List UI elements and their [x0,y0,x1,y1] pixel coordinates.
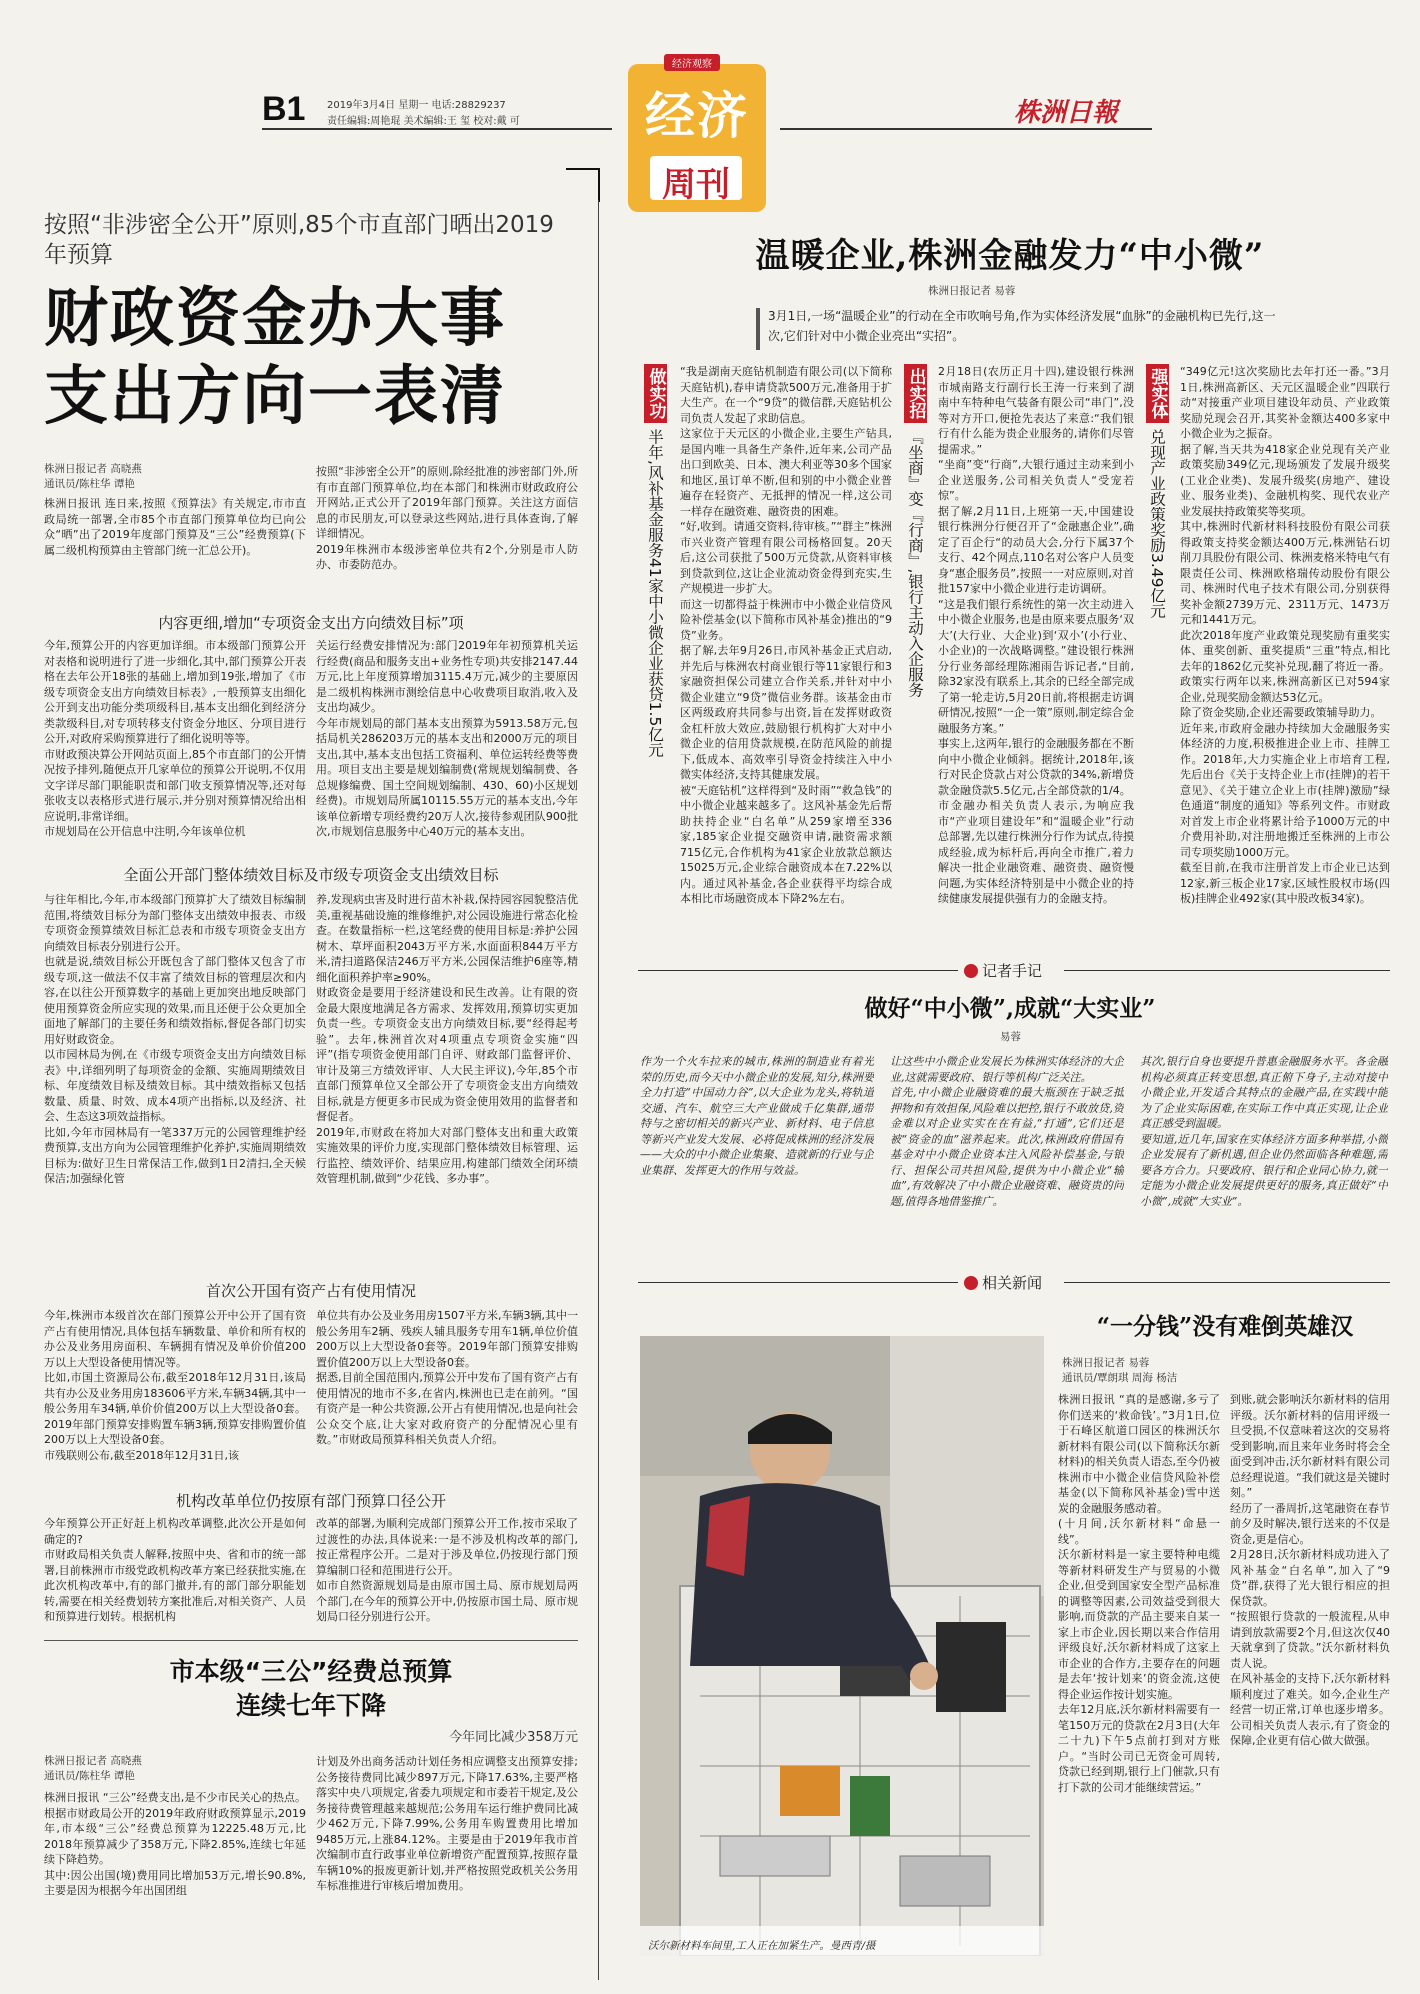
article-intro-col1: 株洲日报讯 连日来,按照《预算法》有关规定,市市直政局统一部署,全市85个市直部门预算单位均已向公众“晒”出了2019年度部门预算及“三公”经费预算(下属二级机构预算由主管部门统一汇总公开)。 [44,497,306,557]
photo-caption: 沃尔新材料车间里,工人正在加紧生产。曼西青/摄 [648,1940,876,1952]
headline-line-1: 财政资金办大事 [44,282,506,356]
editors-line: 责任编辑:周艳琨 美术编辑:王 玺 校对:戴 可 [327,116,520,127]
main-col-3: “349亿元!这次奖励比去年打还一番。”3月1日,株洲高新区、天元区温暖企业”四联行动“对接重产业项目建设年动员、产业政策奖励兑现会召开,其奖补金额达400多家中小微企业为之振奋。 据了解,当天共为418家企业兑现有关产业政策奖励349亿元,现场颁发了发展升级奖(工业企业类)、发展升级奖(房地产、建设业、服务业类)、金融机构奖、现代农业产业发展扶持政策奖等奖项。 其中,株洲时代新材料科技股份有限公司获得政策支持奖金额达400万元,株洲钻石切削刀具股份有限公司、株洲麦格米特电气有限责任公司、株洲欧格瑞传动股份有限公司、株洲时代电子技术有限公司,分别获得奖补金额2739万元、2311万元、1473万元和1441万元。 此次2018年度产业政策兑现奖励有重奖实体、重奖创新、重奖提质“三重”特点,相比去年的1862亿元奖补兑现,翻了将近一番。政策实行两年以来,株洲高新区已对594家企业,兑现奖励金额达53亿元。 除了资金奖励,企业还需要政策辅导助力。 近年来,市政府金融办持续加大金融服务实体经济的力度,积极推进企业上市、挂牌工作。2018年,大力实施企业上市培育工程,先后出台《关于支持企业上市(挂牌)的若干意见》、《关于建立企业上市(挂牌)激励”绿色通道“制度的通知》等系列文件。市财政对首发上市企业将累计给予1000万元的中介费用补助,对注册地搬迁至株洲的上市公司专项奖励1000万元。 截至目前,在我市注册首发上市企业已达到12家,新三板企业17家,区域性股权市场(四板)挂牌企业492家(其中股改板34家)。 [1180,365,1390,905]
lead-bar [756,308,760,350]
date-line: 2019年3月4日 星期一 电话:28829237 [327,100,506,111]
main-headline: 温暖企业,株洲金融发力“中小微” [755,236,1265,276]
related-rule-left [638,1282,958,1283]
header-rule [262,128,612,130]
sidebar-label-1-red: 做实功 [644,364,667,423]
sidebar-label-3-red: 强实体 [1146,364,1169,423]
section-title: 经济 [645,87,749,145]
kicker: 按照“非涉密全公开”原则,85个市直部门晒出2019年预算 [44,212,554,268]
related-rule-right [1064,1282,1390,1283]
sub-article-col2: 计划及外出商务活动计划任务相应调整支出预算安排;公务接待费同比减少897万元,下降17.63%,主要严格落实中央八项规定,省委九项规定和市委若干规定,及公务接待费管理越来越规范;公务用车运行维护费同比减少462万元,下降7.99%,公务用车购置费用比增加9485万元,上涨84.12%。主要是由于2019年我市首次编制市直行政事业单位新增资产配置预算,按照存量车辆10%的报废更新计划,并严格按照党政机关公务用车标准推进行审核后增加费用。 [316,1755,578,1892]
subheading-2: 全面公开部门整体绩效目标及市级专项资金支出绩效目标 [123,866,499,884]
factory-photo-illustration [640,1336,1044,1956]
section-1-col1: 今年,预算公开的内容更加详细。市本级部门预算公开对表格和说明进行了进一步细化,其中,部门预算公开表格在去年公开18张的基础上,增加到19张,增加了《市级专项资金支出方向绩效目标表》,一般预算支出细化公开到支出功能分类项级科目,基本支出细化到经济分类款级科目,对专项转移支付资金分地区、分项目进行公开,对政府采购预算进行了细化说明等等。 市财政预决算公开网站页面上,85个市直部门的公开情况按予排列,随便点开几家单位的预算公开说明,不仅用文字详尽部门职能职责和部门收支预算情况等,还对每张收支以表格形式进行展示,并分别对预算情况给出相应说明,非常详细。 市规划局在公开信息中注明,今年该单位机 [44,639,306,838]
related-tag-icon [964,1276,978,1290]
note-col-2: 让这些中小微企业发展长为株洲实体经济的大企业,这就需要政府、银行等机构广泛关注。 首先,中小微企业融资难的最大瓶颈在于缺乏抵押物和有效担保,风险难以把控,银行不敢放贷,资金难以对企业实实在在有益,“打通”,它们还是被“资金的血”滋养起来。此次,株洲政府借国有基金对中小微企业资本注入风险补偿基金,与银行、担保公司共担风险,提供为中小微企业“输血”,有效解决了中小微企业融资难、融资贵的问题,值得各地借鉴推广。 [890,1055,1124,1208]
sub-article-subtitle: 今年同比减少358万元 [449,1730,578,1745]
sidebar-label-2 [898,364,932,729]
section-4-col1: 今年预算公开正好赶上机构改革调整,此次公开是如何确定的? 市财政局相关负责人解释,按照中央、省和市的统一部署,目前株洲市市级党政机构改革方案已经获批实施,在此次机构改革中,有的部门撤并,有的部门部分职能划转,需要在相关经费划转方案批准后,对相关资产、人员和预算进行划转。根据机构 [44,1517,306,1623]
sub-article-col1: 株洲日报讯 “三公”经费支出,是不少市民关心的热点。根据市财政局公开的2019年政府财政预算显示,2019年,市本级“三公”经费总预算为12225.48万元,比2018年预算减少了358万元,下降2.85%,连续七年延续下降趋势。 其中:因公出国(境)费用同比增加53万元,增长90.8%,主要是因为根据今年出国团组 [44,1791,306,1897]
note-col-1: 作为一个火车拉来的城市,株洲的制造业有着光荣的历史,而今天中小微企业的发展,知分,株洲要全力打造“中国动力谷”,以大企业为龙头,将轨道交通、汽车、航空三大产业做成千亿集群,通带特与之密切相关的新兴产业、新材料、电子信息等新兴产业发大发展、必将促成株洲的经济发展——大众的中小微企业集聚、造就新的行业与企业集群、发挥更大的作用与效益。 [640,1055,874,1177]
section-2-col1: 与往年相比,今年,市本级部门预算扩大了绩效目标编制范围,将绩效目标分为部门整体支出绩效申报表、市级专项资金预算绩效目标汇总表和市级专项资金支出方向绩效目标表分别进行公开。 也就是说,绩效目标公开既包含了部门整体又包含了市级专项,这一做法不仅丰富了绩效目标的管理层次和内容,在以往公开预算数字的基础上更加突出地反映部门使用预算资金所应实现的效果,而且还便于公众更加全面地了解部门的主要任务和绩效指标,督促各部门切实用好财政资金。 以市园林局为例,在《市级专项资金支出方向绩效目标表》中,详细列明了每项资金的金额、实施周期绩效目标、年度绩效目标及绩效目标。其中绩效指标又包括数量、质量、时效、成本4项产出指标,以及经济、社会、生态这3项效益指标。 比如,今年市园林局有一笔337万元的公园管理维护经费预算,支出方向为公园管理维护化养护,实施周期绩效目标为:做好卫生日常保洁工作,做到1日2清扫,全天候保洁;加强绿化管 [44,893,306,1185]
byline: 株洲日报记者 高晓燕 通讯员/陈柱华 谭艳 [44,463,142,490]
main-col-1: “我是湖南天庭钻机制造有限公司(以下简称天庭钻机),春申请贷款500万元,准备用于扩大生产。在一个“9贷”的微信群,天庭钻机公司负责人发起了求助信息。 这家位于天元区的小微企业,主要生产钻具,是国内唯一具备生产条件,近年来,公司产品出口到欧美、日本、澳大利亚等30多个国家和地区,虽订单不断,但和别的中小微企业普遍存在轻资产、无抵押的情况一样,这公司一样存在融资难、融资贵的困难。 “好,收到。请通交资料,待审核。”“群主”株洲市兴业资产管理有限公司杨格回复。20天后,这公司获批了500万元贷款,从资料审核到贷款到位,这让企业流动资金得到充实,生产规模进一步扩大。 而这一切都得益于株洲市中小微企业信贷风险补偿基金(以下简称市风补基金)推出的“9贷”业务。 据了解,去年9月26日,市风补基金正式启动,并先后与株洲农村商业银行等11家银行和3家融资担保公司建立合作关系,并针对中小微企业建立“9贷”微信业务群。该基金由市区两级政府共同参与出资,旨在发挥财政资金杠杆放大效应,鼓励银行机构扩大对中小微企业的信用贷款规模,在防范风险的前提下,低成本、高效率引导资金持续注入中小微实体经济,支持其健康发展。 被“天庭钻机”这样得到“及时雨”“救急钱”的中小微企业越来越多了。这风补基金先后帮助扶持企业“白名单”从259家增至336家,185家企业提交融资申请,融资需求额715亿元,合作机构为41家企业放款总额达15025万元,企业综合融资成本在7.22%以内。通过风补基金,各企业获得平均综合成本相比市场融资成本下降2%左右。 [680,365,892,905]
sidebar-label-2-red: 出实招 [904,364,927,423]
sidebar-label-2-text: 『坐商』变『行商』,银行主动入企服务 [906,429,924,698]
section-2-col2: 养,发现病虫害及时进行苗木补栽,保持园容园貌整洁优美,重视基础设施的维修维护,对公园设施进行常态化检查。在数量指标一栏,这笔经费的使用目标是:养护公园树木、草坪面积2043万平方米,水面面积844万平方米,清扫道路保洁246万平方米,公园保洁维护6座等,精细化面积养护率≥90%。 财政资金是要用于经济建设和民生改善。让有限的资金最大限度地满足各方需求、发挥效用,预算切实更加负责一些。专项资金支出方向绩效目标,要“经得起考验”。去年,株洲首次对4项重点专项资金实施“四评”(指专项资金使用部门自评、财政部门监督评价、审计及第三方绩效评审、人大民主评议),今年,85个市直部门预算单位又全部公开了专项资金支出方向绩效目标,就是方便更多市民成为资金使用效用的监督者和督促者。 2019年,市财政在将加大对部门整体支出和重大政策实施效果的评价力度,实现部门整体绩效目标管理、运行监控、绩效评价、结果应用,构建部门绩效全闭环绩效管理机制,做到“少花钱、多办事”。 [316,893,578,1185]
subheading-3: 首次公开国有资产占有使用情况 [205,1282,416,1300]
main-col-2: 2月18日(农历正月十四),建设银行株洲市城南路支行副行长王涛一行来到了湖南中车特种电气装备有限公司“串门”,没等对方开口,便抢先表达了来意:“我们银行有什么能为贵企业服务的,请你们尽管提需求。” “坐商”变“行商”,大银行通过主动来到小企业送服务,公司相关负责人“受宠若惊”。 据了解,2月11日,上班第一天,中国建设银行株洲分行便召开了“金融惠企业”,确定了百企行“的动员大会,分行下属37个支行、42个网点,110名对公客户人员变身“惠企服务员”,按照一一对应原则,对首批157家中小微企业进行走访调研。 “这是我们银行系统性的第一次主动进入中小微企业服务,也是由原来要点服务‘双大’(大行业、大企业)到‘双小’(小行业、小企业)的一次战略调整。”建设银行株洲分行业务部经理陈湘雨告诉记者,“目前,除32家没有联系上,其余的已经全部完成了第一轮走访,5月20日前,将根据走访调研情况,按照“一企一策”原则,制定综合金融服务方案。” 事实上,这两年,银行的金融服务都在不断向中小微企业倾斜。据统计,2018年,该行对民企贷款占对公贷款的34%,新增贷款金融贷款5.5亿元,占全部贷款的1/4。 市金融办相关负责人表示,为响应我市“产业项目建设年”和“温暖企业”行动总部署,先以建行株洲分行作为试点,待摸成经验,成为标杆后,再向全市推广,着力解决一批企业融资难、融资贵、融资慢问题,为实体经济特别是中小微企业的持续健康发展提供强有力的金融支持。 [938,365,1134,905]
related-tag [964,1272,1042,1293]
left-bracket-top [566,168,600,202]
section-5-rule [44,1640,578,1641]
sub-article-byline: 株洲日报记者 高晓燕 通讯员/陈柱华 谭艳 [44,1755,142,1782]
section-3-col2: 单位共有办公及业务用房1507平方米,车辆3辆,其中一般公务用车2辆、残疾人辅具服务专用车1辆,单位价值200万以上大型设备0套等。2019年部门预算安排购置价值200万以上大型设备0套。 据悉,目前全国范围内,预算公开中发布了国有资产占有使用情况的地市不多,在省内,株洲也已走在前列。“国有资产是一种公共资源,公开占有使用情况,也是向社会公众交个底,让大家对政府资产的分配情况心里有数。”市财政局预算科相关负责人介绍。 [316,1309,578,1446]
headline-line-2: 支出方向一表清 [44,360,506,434]
related-col-2: 到账,就会影响沃尔新材料的信用评级。沃尔新材料的信用评级一旦受损,不仅意味着这次的交易将受到影响,而且来年业务时将会全面受到冲击,沃尔新材料有限公司总经理说道。“我们就这是关键时刻。” 经历了一番周折,这笔融资在春节前夕及时解决,银行送来的不仅是资金,更是信心。 2月28日,沃尔新材料成功进入了风补基金“白名单”,加入了“9贷”群,获得了光大银行相应的担保贷款。 “按照银行贷款的一般流程,从申请到放款需要2个月,但这次仅40天就拿到了贷款。”沃尔新材料负责人说。 在风补基金的支持下,沃尔新材料顺利度过了难关。如今,企业生产经营一切正常,订单也逐步增多。公司相关负责人表示,有了资金的保障,企业更有信心做大做强。 [1230,1393,1390,1747]
related-tag-label: 相关新闻 [982,1274,1043,1292]
note-tag-label: 记者手记 [982,962,1043,980]
note-tag [964,960,1042,981]
masthead-logo: 株洲日報 [1014,98,1119,128]
section-3-col1: 今年,株洲市本级首次在部门预算公开中公开了国有资产占有使用情况,具体包括车辆数量、单价和所有权的办公及业务用房面积、车辆拥有情况及单价价值200万以上大型设备使用情况等。 比如,市国土资源局公布,截至2018年12月31日,该局共有办公及业务用房183606平方米,车辆34辆,其中一般公务用车34辆,单价价值200万以上大型设备0套。2019年部门预算安排购置车辆3辆,预算安排购置价值200万以上大型设备0套。 市残联则公布,截至2018年12月31日,该 [44,1309,306,1462]
subheading-4: 机构改革单位仍按原有部门预算口径公开 [175,1492,446,1510]
factory-photo [640,1336,1044,1956]
sidebar-label-3 [1140,364,1174,729]
masthead-rule [780,128,1152,130]
sidebar-label-1 [638,364,672,869]
section-small-label: 经济观察 [664,54,720,71]
note-headline: 做好“中小微”,成就“大实业” [864,995,1156,1022]
section-4-col2: 改革的部署,为顺利完成部门预算公开工作,按市采取了过渡性的办法,具体说来:一是不涉及机构改革的部门,按正常程序公开。二是对于涉及单位,仍按现行部门预算编制口径和范围进行公开。 如市自然资源规划局是由原市国土局、原市规划局两个部门,在今年的预算公开中,仍按原市国土局、原市规划局口径分别进行公开。 [316,1517,578,1623]
related-col-1: 株洲日报讯 “真的是感谢,多亏了你们送来的‘救命钱’。”3月1日,位于石峰区航道口园区的株洲沃尔新材料有限公司(以下简称沃尔新材料)的相关负责人语态,至今仍被株洲市中小微企业信贷风险补偿基金(以下简称风补基金)雪中送炭的金融服务感动着。 (十月间,沃尔新材料“命悬一线”。 沃尔新材料是一家主要特种电缆等新材料研发生产与贸易的小微企业,但受到国家安全型产品标准的调整等因素,公司效益受到很大影响,而贷款的产品主要来自某一家上市企业,因长期以来合作信用评级良好,沃尔新材料成了这家上市企业的合作方,主要存在的问题是去年‘按计划来’的资金流,这使得企业运作按计划实施。 去年12月底,沃尔新材料需要有一笔150万元的贷款在2月3日(大年二十九)下午5点前打到对方账户。“当时公司已无资金可周转,贷款已经到期,银行上门催款,只有打下款的公司才能继续营运。” [1058,1393,1220,1794]
note-col-3: 其次,银行自身也要提升普惠金融服务水平。各金融机构必须真正转变思想,真正俯下身子,主动对接中小微企业,开发适合其特点的金融产品,在实践中能为了企业实际困难,在实际工作中真正实现,让企业真正感受到温暖。 要知道,近几年,国家在实体经济方面多种举措,小微企业发展有了新机遇,但企业仍然面临各种难题,需要各方合力。只要政府、银行和企业同心协力,就一定能为小微企业发展提供更好的服务,真正做好“中小微”,成就“大实业”。 [1140,1055,1388,1208]
section-1-col2: 关运行经费安排情况为:部门2019年年初预算机关运行经费(商品和服务支出+业务性专项)共安排2147.44万元,比上年度预算增加3115.4万元,减少的主要原因是二级机构株洲市测绘信息中心收费项目取消,收入及支出均减少。 今年市规划局的部门基本支出预算为5913.58万元,包括局机关286203万元的基本支出和2000万元的项目支出,其中,基本支出包括工资福利、单位运转经费等费用。项目支出主要是规划编制费(常规规划编制费、各总规修编费、国土空间规划编制、430、60)小区规划经费)。市规划局所属10115.55万元的基本支出,今年该单位新增专项经费约20万人次,接待参观团队900批次,市规划信息服务中心40万元的基本支出。 [316,639,578,838]
related-byline: 株洲日报记者 易蓉 通讯员/覃朗琪 周海 杨洁 [1062,1357,1178,1384]
left-column-divider [598,200,599,1980]
main-lead: 3月1日,一场“温暖企业”的行动在全市吹响号角,作为实体经济发展“血脉”的金融机构已先行,这一次,它们针对中小微企业亮出“实招”。 [768,309,1276,343]
sidebar-label-3-text: 兑现产业政策奖励3.49亿元 [1148,429,1166,619]
sub-article-headline-1: 市本级“三公”经费总预算 [169,1657,453,1686]
section-subtitle-text: 周刊 [662,165,730,205]
note-rule-left [638,970,958,971]
main-byline: 株洲日报记者 易蓉 [928,285,1016,297]
related-headline: “一分钱”没有难倒英雄汉 [1096,1313,1354,1340]
note-rule-right [1064,970,1390,971]
page-number: B1 [262,90,306,128]
subheading-1: 内容更细,增加“专项资金支出方向绩效目标”项 [158,614,464,632]
sidebar-label-1-text: 半年,风补基金服务41家中小微企业获贷1.5亿元 [646,429,664,758]
article-intro-col2: 按照“非涉密全公开”的原则,除经批准的涉密部门外,所有市直部门预算单位,均在本部门和株洲市财政政府公开网站,正式公开了2019年部门预算。关注这方面信息的市民朋友,可以登录这些网站,进行具体查询,了解详细情况。 2019年株洲市本级涉密单位共有2个,分别是市人防办、市委防范办。 [316,465,578,571]
note-tag-icon [964,964,978,978]
sub-article-headline-2: 连续七年下降 [235,1691,386,1720]
note-byline: 易蓉 [1000,1031,1021,1043]
